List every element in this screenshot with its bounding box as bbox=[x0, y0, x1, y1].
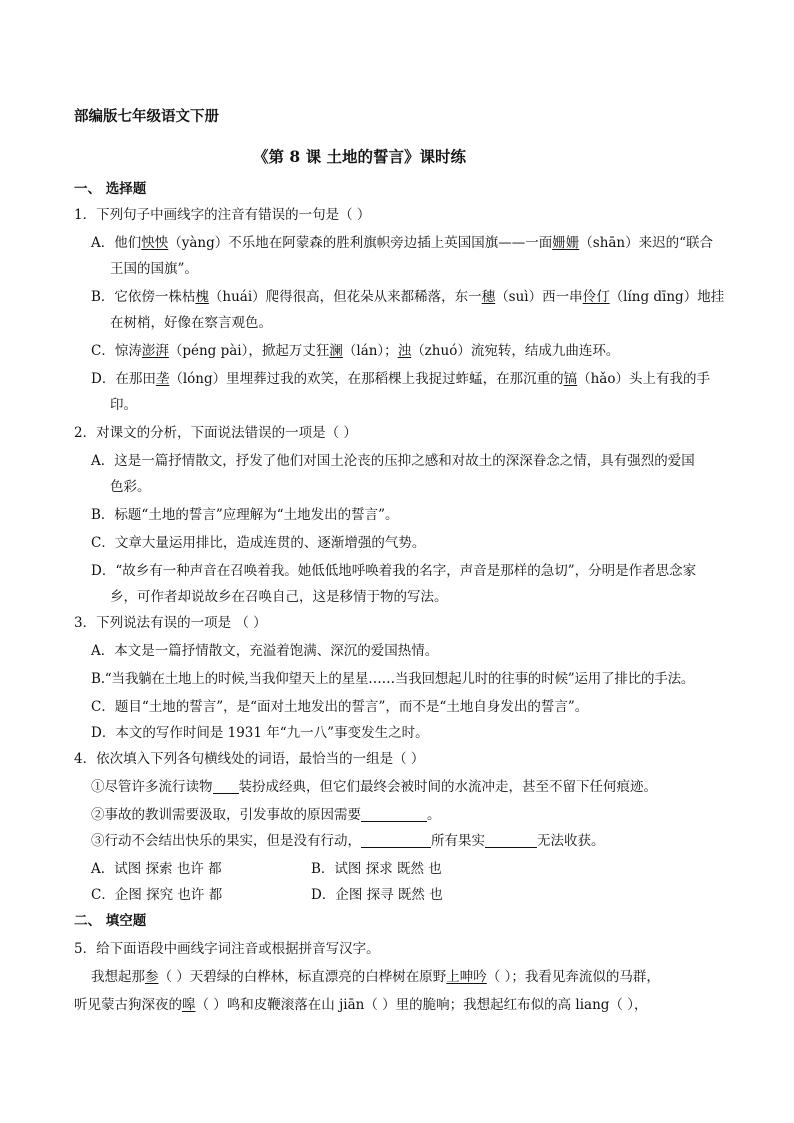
question-4-option-a: A．试图 探索 也许 都 bbox=[91, 861, 222, 877]
question-4-sentence-1 bbox=[91, 778, 657, 796]
question-3-stem: 3．下列说法有误的一项是 （ ） bbox=[74, 615, 267, 631]
underlined-word: 伶仃 bbox=[582, 289, 610, 305]
question-1-option-b bbox=[91, 288, 724, 306]
text: B．它依傍一株枯 bbox=[91, 289, 196, 305]
question-3-option-d: D．本文的写作时间是 1931 年“九一八”事变发生之时。 bbox=[91, 725, 429, 741]
page-title: 《第 8 课 土地的誓言》课时练 bbox=[253, 147, 466, 166]
text: （lóng）里埋葬过我的欢笑，在那稻棵上我捉过蚱蜢，在那沉重的 bbox=[169, 371, 564, 387]
text: （huái）爬得很高，但花朵从来都稀落，东一 bbox=[208, 289, 482, 305]
underlined-word: 怏怏 bbox=[141, 235, 169, 251]
fill-blank[interactable] bbox=[213, 779, 239, 794]
text: （hǎo）头上有我的手 bbox=[577, 371, 710, 387]
text: （péng pài），掀起万丈狂 bbox=[168, 343, 330, 359]
section-heading-fill: 二、 填空题 bbox=[74, 913, 147, 929]
question-1-option-a-cont: 王国的国旗”。 bbox=[110, 261, 198, 277]
question-2-stem: 2．对课文的分析，下面说法错误的一项是（ ） bbox=[74, 425, 357, 441]
underlined-word: 上呻吟 bbox=[446, 969, 487, 985]
section-heading-choice: 一、 选择题 bbox=[74, 181, 147, 197]
question-5-stem: 5．给下面语段中画线字词注音或根据拼音写汉字。 bbox=[74, 941, 380, 957]
question-5-paragraph-line-2 bbox=[74, 996, 647, 1014]
question-1-option-c bbox=[91, 342, 619, 360]
underlined-word: 参 bbox=[145, 969, 159, 985]
question-2-option-c: C．文章大量运用排比，造成连贯的、逐渐增强的气势。 bbox=[91, 535, 426, 551]
text: （lán）； bbox=[342, 343, 398, 359]
question-1-option-a bbox=[91, 234, 713, 252]
fill-blank[interactable] bbox=[361, 807, 427, 822]
question-1-option-b-cont: 在树梢，好像在察言观色。 bbox=[110, 315, 272, 331]
question-4-stem: 4．依次填入下列各句横线处的词语，最恰当的一组是（ ） bbox=[74, 751, 425, 767]
text: （yàng）不乐地在阿蒙森的胜利旗帜旁边插上英国国旗——一面 bbox=[168, 235, 553, 251]
text: D．在那田 bbox=[91, 371, 156, 387]
text: （ ）天碧绿的白桦林，标直漂亮的白桦树在原野 bbox=[158, 969, 447, 985]
question-4-sentence-2 bbox=[91, 806, 441, 824]
question-2-option-b: B．标题“土地的誓言”应理解为“土地发出的誓言”。 bbox=[91, 507, 399, 523]
question-2-option-d: D．“故乡有一种声音在召唤着我。她低低地呼唤着我的名字，声音是那样的急切”，分明是作者思念家 bbox=[91, 563, 697, 579]
text: 装扮成经典，但它们最终会被时间的水流冲走，甚至不留下任何痕迹。 bbox=[238, 779, 657, 795]
underlined-word: 浊 bbox=[397, 343, 412, 359]
question-4-option-d: D．企图 探寻 既然 也 bbox=[311, 887, 443, 903]
question-1-stem: 1．下列句子中画线字的注音有错误的一句是（ ） bbox=[74, 207, 371, 223]
text: （ ）；我看见奔流似的马群， bbox=[486, 969, 660, 985]
fill-blank[interactable] bbox=[485, 833, 537, 848]
text: （ ）鸣和皮鞭滚落在山 jiān（ ）里的脆响；我想起红布似的高 liang（ ）， bbox=[195, 997, 648, 1013]
question-3-option-b: B.“当我躺在土地上的时候,当我仰望天上的星星……当我回想起儿时的往事的时候”运用了排比的手法。 bbox=[91, 671, 695, 687]
underlined-word: 姗姗 bbox=[552, 235, 580, 251]
question-4-option-c: C．企图 探究 也许 都 bbox=[91, 887, 223, 903]
text: （líng dīng）地挂 bbox=[609, 289, 725, 305]
text: ③行动不会结出快乐的果实，但是没有行动， bbox=[91, 833, 361, 849]
question-2-option-a: A．这是一篇抒情散文，抒发了他们对国土沦丧的压抑之感和对故土的深深眷念之情，具有强烈的爱国 bbox=[91, 453, 695, 469]
question-3-option-c: C．题目“土地的誓言”，是“面对土地发出的誓言”，而不是“土地自身发出的誓言”。 bbox=[91, 699, 589, 715]
underlined-word: 嗥 bbox=[182, 997, 196, 1013]
underlined-word: 镐 bbox=[563, 371, 578, 387]
question-1-option-d-cont: 印。 bbox=[110, 397, 137, 413]
underlined-word: 槐 bbox=[195, 289, 209, 305]
text: （zhuó）流宛转，结成九曲连环。 bbox=[411, 343, 620, 359]
underlined-word: 澎湃 bbox=[141, 343, 169, 359]
text: 。 bbox=[427, 807, 441, 823]
question-1-option-d bbox=[91, 370, 710, 388]
fill-blank[interactable] bbox=[361, 833, 431, 848]
text: 听见蒙古狗深夜的 bbox=[74, 997, 182, 1013]
question-3-option-a: A．本文是一篇抒情散文，充溢着饱满、深沉的爱国热情。 bbox=[91, 643, 439, 659]
underlined-word: 垄 bbox=[155, 371, 170, 387]
underlined-word: 穗 bbox=[481, 289, 496, 305]
text: 无法收获。 bbox=[537, 833, 605, 849]
text: （suì）西一串 bbox=[495, 289, 583, 305]
text: ②事故的教训需要汲取，引发事故的原因需要 bbox=[91, 807, 361, 823]
text: ①尽管许多流行读物 bbox=[91, 779, 213, 795]
text: C．惊涛 bbox=[91, 343, 142, 359]
question-4-option-b: B．试图 探求 既然 也 bbox=[311, 861, 442, 877]
question-5-paragraph-line-1 bbox=[91, 968, 660, 986]
text: （shān）来迟的“联合 bbox=[579, 235, 714, 251]
text: A．他们 bbox=[91, 235, 142, 251]
question-4-sentence-3 bbox=[91, 832, 605, 850]
text: 我想起那 bbox=[91, 969, 145, 985]
question-2-option-a-cont: 色彩。 bbox=[110, 479, 151, 495]
question-2-option-d-cont: 乡，可作者却说故乡在召唤自己，这是移情于物的写法。 bbox=[110, 589, 448, 605]
textbook-label: 部编版七年级语文下册 bbox=[74, 108, 219, 125]
underlined-word: 澜 bbox=[329, 343, 343, 359]
text: 所有果实 bbox=[431, 833, 485, 849]
